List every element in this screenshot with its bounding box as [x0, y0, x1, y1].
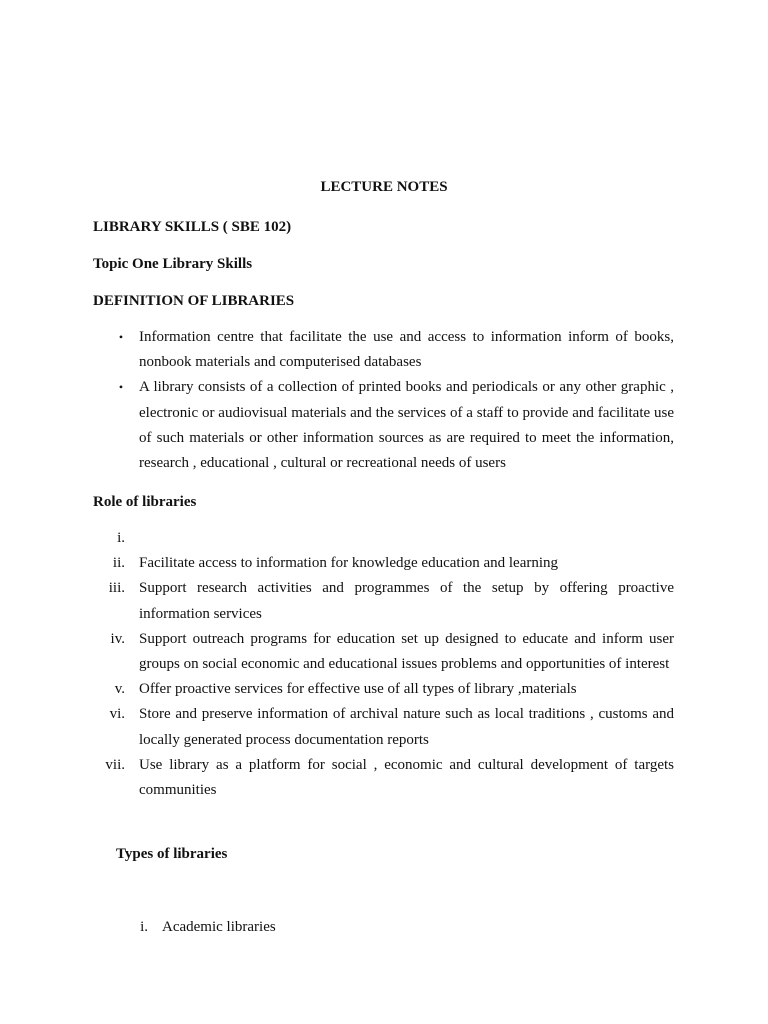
bullet-icon: • — [118, 380, 124, 395]
list-numeral: i. — [117, 530, 125, 546]
bullet-icon: • — [118, 330, 124, 344]
role-text: Support outreach programs for education set up designed to educate and inform user groups on social economic and educational issues problems and opportunities of interest — [139, 630, 674, 672]
definition-list — [93, 325, 674, 476]
list-item — [93, 526, 674, 551]
list-numeral: i. — [140, 919, 148, 935]
list-item — [93, 325, 674, 375]
types-list — [116, 915, 676, 940]
list-item — [116, 915, 676, 940]
list-numeral: ii. — [112, 555, 125, 572]
list-numeral: iv. — [110, 630, 125, 647]
type-text: Academic libraries — [162, 919, 276, 935]
list-item — [93, 551, 674, 576]
topic-heading: Topic One Library Skills — [93, 256, 253, 272]
types-heading: Types of libraries — [116, 846, 228, 862]
list-numeral: iii. — [108, 580, 125, 597]
role-text: Use library as a platform for social , economic and cultural development of targets communities — [139, 756, 674, 799]
role-text: Offer proactive services for effective use of all types of library ,materials — [139, 681, 577, 698]
definition-heading: DEFINITION OF LIBRARIES — [93, 293, 295, 309]
list-numeral: vii. — [105, 756, 125, 773]
roles-heading: Role of libraries — [93, 494, 197, 510]
role-text: Facilitate access to information for knowledge education and learning — [139, 555, 559, 572]
list-item — [93, 576, 674, 626]
list-item — [93, 702, 674, 752]
role-text: Support research activities and programmes of the setup by offering proactive information services — [139, 580, 674, 622]
definition-text: A library consists of a collection of printed books and periodicals or any other graphic , electronic or audiovisual materials and the services of a staff to provide and facilitate use of such materials or other information sources as are required to meet the information, research , educational , cultural or recreational needs of users — [139, 379, 674, 472]
list-item — [93, 627, 674, 677]
list-item — [93, 753, 674, 803]
page-title: LECTURE NOTES — [320, 179, 448, 195]
list-numeral: v. — [114, 681, 125, 698]
course-heading: LIBRARY SKILLS ( SBE 102) — [93, 219, 292, 235]
list-item — [93, 677, 674, 702]
role-text: Store and preserve information of archival nature such as local traditions , customs and locally generated process documentation reports — [139, 706, 674, 748]
list-item — [93, 375, 674, 476]
roles-list — [93, 526, 674, 803]
definition-text: Information centre that facilitate the use and access to information inform of books, nonbook materials and computerised databases — [139, 329, 674, 371]
list-numeral: vi. — [109, 706, 125, 723]
